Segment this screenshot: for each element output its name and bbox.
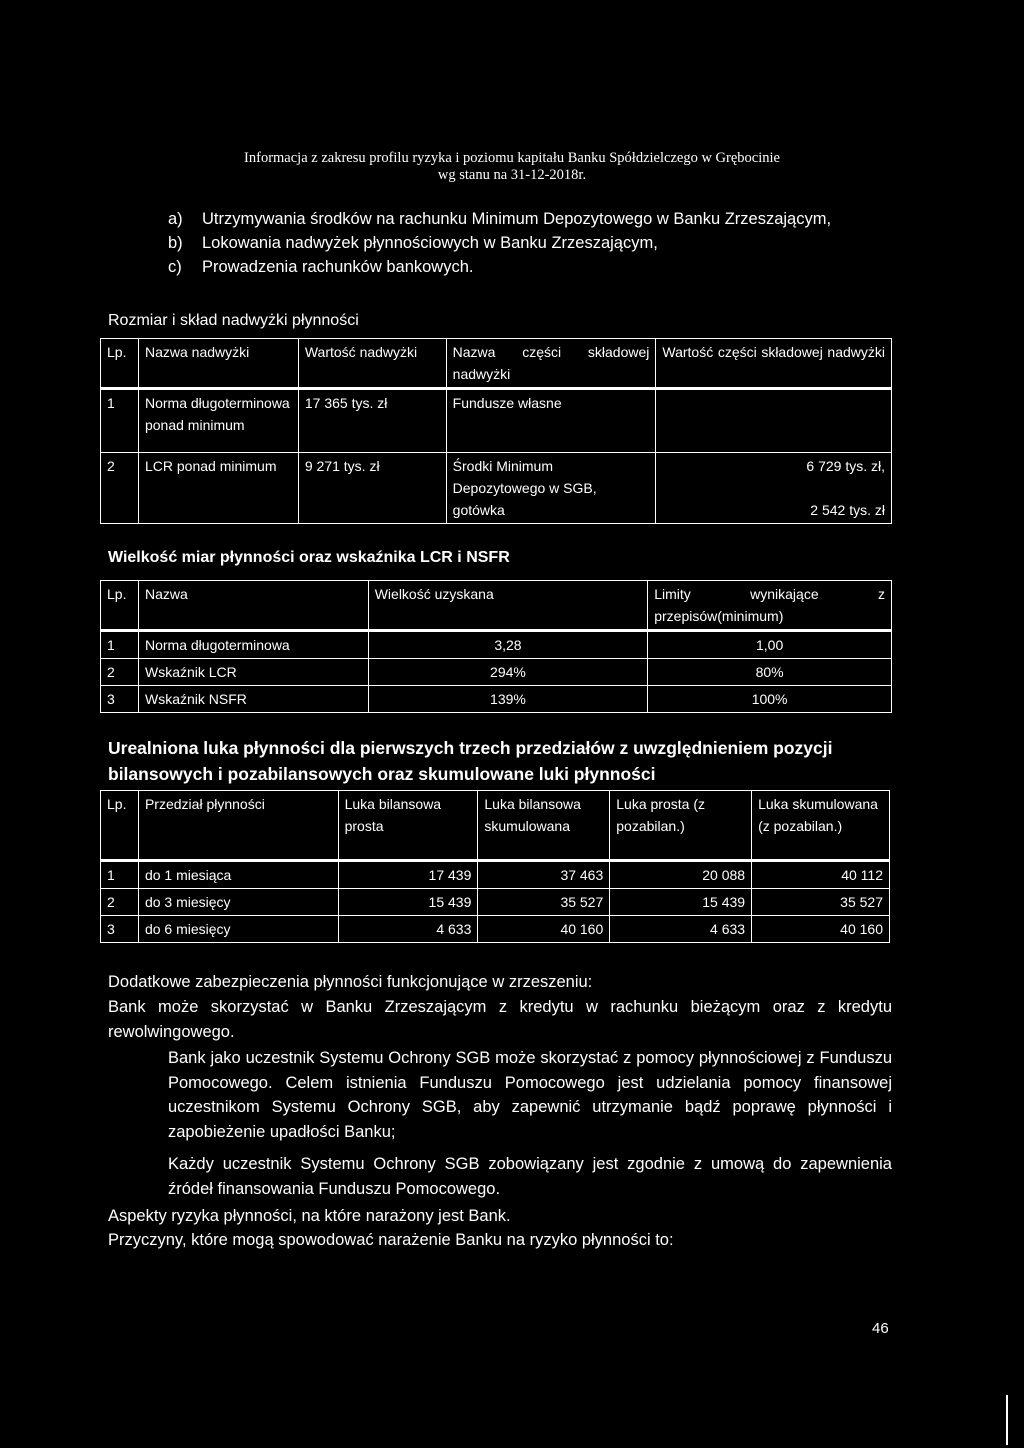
header-cell: Lp. xyxy=(101,581,139,631)
list-item xyxy=(168,231,908,255)
list-text: Lokowania nadwyżek płynnościowych w Banku Zrzeszającym, xyxy=(202,234,658,252)
cell-value: 9 271 tys. zł xyxy=(298,453,446,524)
cell-period: do 1 miesiąca xyxy=(138,861,338,889)
paragraph: Aspekty ryzyka płynności, na które narażony jest Bank. xyxy=(108,1207,511,1225)
header-cell: Lp. xyxy=(101,339,139,389)
cell-lp: 2 xyxy=(101,659,139,686)
liquidity-gap-table xyxy=(100,790,890,943)
header-cell: Przedział płynności xyxy=(138,791,338,861)
cell-gap-cumulative: 35 527 xyxy=(478,889,610,916)
paragraph: Przyczyny, które mogą spowodować narażenie Banku na ryzyko płynności to: xyxy=(108,1231,674,1249)
header-cell: Nazwa części składowej nadwyżki xyxy=(446,339,656,389)
cell-limit: 80% xyxy=(648,659,892,686)
cell-value: 294% xyxy=(368,659,648,686)
cell-name: Wskaźnik NSFR xyxy=(138,686,368,713)
component-value-2: 2 542 tys. zł xyxy=(810,502,885,518)
cell-lp: 2 xyxy=(101,453,139,524)
cell-name: Norma długoterminowa ponad minimum xyxy=(138,389,298,453)
header-cell: Luka bilansowa skumulowana xyxy=(478,791,610,861)
header-cell: Wartość części składowej nadwyżki xyxy=(656,339,892,389)
table1-title: Rozmiar i skład nadwyżki płynności xyxy=(108,312,359,329)
scan-edge-line xyxy=(1006,1395,1008,1445)
cell-component-value xyxy=(656,389,892,453)
table-row xyxy=(101,916,890,943)
cell-lp: 3 xyxy=(101,916,139,943)
cell-period: do 6 miesięcy xyxy=(138,916,338,943)
cell-name: Norma długoterminowa xyxy=(138,631,368,659)
cell-gap-offbalance: 15 439 xyxy=(610,889,752,916)
cell-name: Wskaźnik LCR xyxy=(138,659,368,686)
cell-gap-offbalance: 20 088 xyxy=(610,861,752,889)
header-cell: Wielkość uzyskana xyxy=(368,581,648,631)
component-value-1: 6 729 tys. zł, xyxy=(806,458,885,474)
cell-limit: 100% xyxy=(648,686,892,713)
cell-lp: 3 xyxy=(101,686,139,713)
cell-gap-cumulative: 40 160 xyxy=(478,916,610,943)
cell-value: 3,28 xyxy=(368,631,648,659)
list-text: Utrzymywania środków na rachunku Minimum Depozytowego w Banku Zrzeszającym, xyxy=(202,210,832,228)
list-item xyxy=(168,207,908,231)
table-row xyxy=(101,889,890,916)
table-header-row xyxy=(101,581,892,631)
header-cell: Luka skumulowana (z pozabilan.) xyxy=(752,791,890,861)
paragraph: Bank jako uczestnik Systemu Ochrony SGB może skorzystać z pomocy płynnościowej z Funduszu Pomocowego. Celem istnienia Funduszu Pomocowego jest udzielania pomocy finansowej uczestnikom Systemu Ochrony SGB, aby zapewnić utrzymanie bądź poprawę płynności i zapobieżenie upadłości Banku; xyxy=(168,1049,892,1141)
cell-component-value xyxy=(656,453,892,524)
table-row xyxy=(101,453,892,524)
liquidity-measures-table xyxy=(100,580,892,713)
cell-value: 139% xyxy=(368,686,648,713)
table-row xyxy=(101,659,892,686)
cell-limit: 1,00 xyxy=(648,631,892,659)
list-marker: c) xyxy=(168,258,182,276)
cell-lp: 1 xyxy=(101,861,139,889)
header-cell: Wartość nadwyżki xyxy=(298,339,446,389)
cell-gap: 17 439 xyxy=(338,861,478,889)
cell-gap-offbalance-cumulative: 35 527 xyxy=(752,889,890,916)
cell-lp: 1 xyxy=(101,389,139,453)
header-title: Informacja z zakresu profilu ryzyka i poziomu kapitału Banku Spółdzielczego w Grębocinie xyxy=(244,150,780,166)
table3-title: Urealniona luka płynności dla pierwszych trzech przedziałów z uwzględnieniem pozycji bilansowych i pozabilansowych oraz skumulowane luki płynności xyxy=(108,738,833,784)
surplus-table xyxy=(100,338,892,524)
table-row xyxy=(101,686,892,713)
table-row xyxy=(101,861,890,889)
document-header xyxy=(0,150,1024,184)
header-cell: Limity wynikające z przepisów(minimum) xyxy=(648,581,892,631)
list-text: Prowadzenia rachunków bankowych. xyxy=(202,258,474,276)
table-header-row xyxy=(101,791,890,861)
cell-gap-offbalance-cumulative: 40 160 xyxy=(752,916,890,943)
table2-title: Wielkość miar płynności oraz wskaźnika LCR i NSFR xyxy=(108,549,510,566)
cell-gap: 15 439 xyxy=(338,889,478,916)
paragraph: Bank może skorzystać w Banku Zrzeszającym z kredytu w rachunku bieżącym oraz z kredytu rewolwingowego. xyxy=(108,998,892,1041)
paragraph: Każdy uczestnik Systemu Ochrony SGB zobowiązany jest zgodnie z umową do zapewnienia źródeł finansowania Funduszu Pomocowego. xyxy=(168,1155,892,1198)
list-item xyxy=(168,255,908,279)
cell-gap-offbalance: 4 633 xyxy=(610,916,752,943)
table-row xyxy=(101,631,892,659)
header-date: wg stanu na 31-12-2018r. xyxy=(437,167,587,183)
cell-lp: 1 xyxy=(101,631,139,659)
cell-period: do 3 miesięcy xyxy=(138,889,338,916)
cell-gap: 4 633 xyxy=(338,916,478,943)
header-cell: Lp. xyxy=(101,791,139,861)
cell-lp: 2 xyxy=(101,889,139,916)
page-number: 46 xyxy=(872,1320,889,1337)
cell-component: Środki Minimum Depozytowego w SGB, gotówka xyxy=(446,453,656,524)
paragraph: Dodatkowe zabezpieczenia płynności funkcjonujące w zrzeszeniu: xyxy=(108,973,593,991)
cell-gap-offbalance-cumulative: 40 112 xyxy=(752,861,890,889)
cell-value: 17 365 tys. zł xyxy=(298,389,446,453)
header-cell: Nazwa xyxy=(138,581,368,631)
header-cell: Luka prosta (z pozabilan.) xyxy=(610,791,752,861)
cell-component: Fundusze własne xyxy=(446,389,656,453)
cell-gap-cumulative: 37 463 xyxy=(478,861,610,889)
table-row xyxy=(101,389,892,453)
header-cell: Luka bilansowa prosta xyxy=(338,791,478,861)
cell-name: LCR ponad minimum xyxy=(138,453,298,524)
header-cell: Nazwa nadwyżki xyxy=(138,339,298,389)
list-marker: b) xyxy=(168,234,183,252)
intro-list xyxy=(168,207,908,279)
list-marker: a) xyxy=(168,210,183,228)
table-header-row xyxy=(101,339,892,389)
